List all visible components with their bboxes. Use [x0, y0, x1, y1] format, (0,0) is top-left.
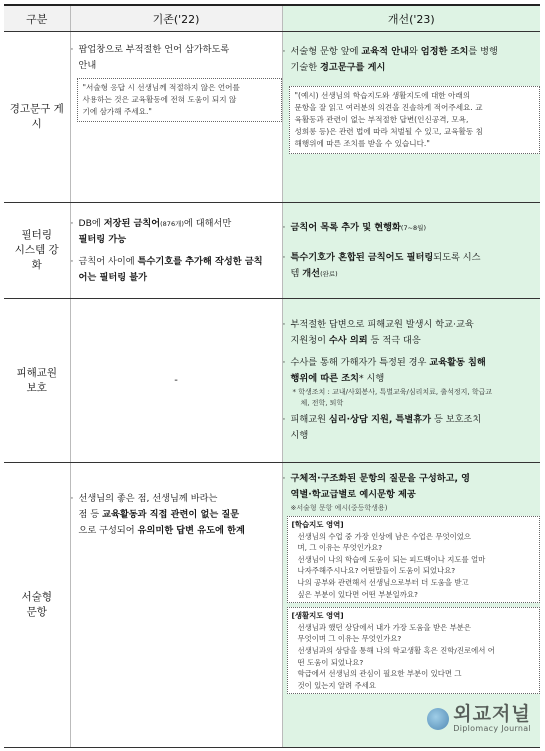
new-warning: · 서술형 문항 앞에 교육적 안내와 엄정한 조치를 병행 기술한 경고문구를 게시 "(예시) 선생님의 학습지도와 생활지도에 대한 아래의 문항을 잘 읽고 여러분의 의견을 진솔하게 적어주세요. 교 육활동과 관련이 없는 부적절한 답변(인신공격, 모욕, 성희롱 등)은 관련 법에 따라 처벌될 수 있고, 교육활동 침 해행위에 따른 조치를 받을 수 있습니다." — [282, 32, 540, 203]
old-essay: · 선생님의 좋은 점, 선생님께 바라는 점 등 교육활동과 직접 관련이 없는 질문 으로 구성되어 유의미한 답변 유도에 한계 — [70, 463, 282, 748]
globe-logo-icon — [427, 708, 449, 730]
category-warning: 경고문구 게 시 — [4, 32, 70, 203]
header-category: 구분 — [4, 5, 70, 32]
watermark-name: 외교저널 — [453, 703, 531, 725]
example-learning: [학습지도 영역] 선생님의 수업 중 가장 인상에 남은 수업은 무엇이었으 며, 그 이유는 무엇인가요? 선생님이 나의 학습에 도움이 되는 피드백이나 지도를 얼마 나자주해주시나요? 어떤말들이 도움이 되었나요? 나의 공부와 관련해서 선생님으로부터 더 도움을 받고 싶은 부분이 있다면 어떤 부분일까요? — [287, 516, 541, 603]
category-protect: 피해교원 보호 — [4, 299, 70, 463]
new-essay: · 구체적·구조화된 문항의 질문을 구성하고, 영 역별·학교급별로 예시문항 제공 ※서술형 문항 예시(중등학생용) [학습지도 영역] 선생님의 수업 중 가장 인상에 남은 수업은 무엇이었으 며, 그 이유는 무엇인가요? 선생님이 나의 학습에 도움이 되는 피드백이나 지도를 얼마 나자주해주시나요? 어떤말들이 도움이 되었나요? 나의 공부와 관련해서 선생님으로부터 더 도움을 받고 싶은 부분이 있다면 어떤 부분일까요? [생활지도 영역] 선생님과 했던 상담에서 내가 가장 도움을 받은 부분은 무엇이며 그 이유는 무엇인가요? 선생님과의 상담을 통해 나의 학교생활 혹은 진학/진로에서 어 떤 도움이 되었나요? 학급에서 선생님의 관심이 필요한 부분이 있다면 그 것이 있는지 알려 주세요 — [282, 463, 540, 748]
category-filter: 필터링 시스템 강 화 — [4, 203, 70, 299]
header-new: 개선('23) — [282, 5, 540, 32]
watermark-sub: Diplomacy Journal — [453, 724, 531, 733]
row-protect — [4, 299, 540, 463]
old-warning: · 팝업창으로 부적절한 언어 삼가하도록 안내 "서술형 응답 시 선생님께 적절하지 않은 언어를 사용하는 것은 교육활동에 전혀 도움이 되지 않 기에 삼가해 주세요." — [70, 32, 282, 203]
header-old: 기존('22) — [70, 5, 282, 32]
new-protect: · 부적절한 답변으로 피해교원 발생시 학교·교육 지원청이 수사 의뢰 등 적극 대응 · 수사를 통해 가해자가 특정된 경우 교육활동 침해 행위에 따른 조치* 시행 * 학생조치 : 교내/사회봉사, 특별교육/심리치료, 출석정지, 학급교 체, 전학, 퇴학 · 피해교원 심리·상담 지원, 특별휴가 등 보호조치 시행 — [282, 299, 540, 463]
student-measure-note: * 학생조치 : 교내/사회봉사, 특별교육/심리치료, 출석정지, 학급교 체, 전학, 퇴학 — [292, 388, 493, 407]
old-protect: - — [70, 299, 282, 463]
example-life: [생활지도 영역] 선생님과 했던 상담에서 내가 가장 도움을 받은 부분은 무엇이며 그 이유는 무엇인가요? 선생님과의 상담을 통해 나의 학교생활 혹은 진학/진로에서 어 떤 도움이 되었나요? 학급에서 선생님의 관심이 필요한 부분이 있다면 그 것이 있는지 알려 주세요 — [287, 607, 541, 694]
comparison-table — [4, 4, 540, 748]
header-row — [4, 5, 540, 32]
old-warning-quote: "서술형 응답 시 선생님께 적절하지 않은 언어를 사용하는 것은 교육활동에 전혀 도움이 되지 않 기에 삼가해 주세요." — [77, 78, 282, 122]
old-filter: · DB에 저장된 금칙어(876개)에 대해서만 필터링 가능 · 금칙어 사이에 특수기호를 추가해 작성한 금칙 어는 필터링 불가 — [70, 203, 282, 299]
new-filter: · 금칙어 목록 추가 및 현행화(7~8월) · 특수기호가 혼합된 금칙어도 필터링되도록 시스 템 개선(완료) — [282, 203, 540, 299]
watermark — [427, 704, 531, 733]
row-filter — [4, 203, 540, 299]
new-warning-quote: "(예시) 선생님의 학습지도와 생활지도에 대한 아래의 문항을 잘 읽고 여러분의 의견을 진솔하게 적어주세요. 교 육활동과 관련이 없는 부적절한 답변(인신공격, 모욕, 성희롱 등)은 관련 법에 따라 처벌될 수 있고, 교육활동 침 해행위에 따른 조치를 받을 수 있습니다." — [289, 86, 541, 154]
comparison-sheet — [4, 4, 540, 748]
row-warning — [4, 32, 540, 203]
category-essay: 서술형 문항 — [4, 463, 70, 748]
